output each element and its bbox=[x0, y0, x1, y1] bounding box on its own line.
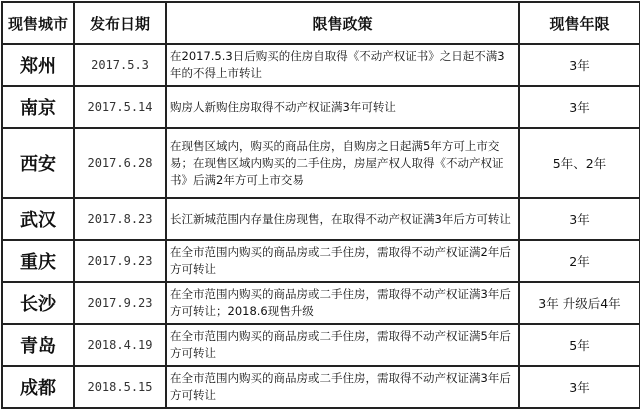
cell-years: 3年 bbox=[519, 198, 640, 240]
cell-policy: 在全市范围内购买的商品房或二手住房，需取得不动产权证满5年后方可转让 bbox=[166, 324, 519, 366]
header-date: 发布日期 bbox=[74, 2, 166, 44]
table-row bbox=[2, 44, 640, 86]
cell-city: 长沙 bbox=[2, 282, 74, 324]
cell-city: 西安 bbox=[2, 128, 74, 198]
cell-policy: 在全市范围内购买的商品房或二手住房，需取得不动产权证满2年后方可转让 bbox=[166, 240, 519, 282]
cell-date: 2018.5.15 bbox=[74, 366, 166, 408]
table-row bbox=[2, 366, 640, 408]
cell-policy: 在现售区域内，购买的商品住房，自购房之日起满5年方可上市交易；在现售区域内购买的二手住房，房屋产权人取得《不动产权证书》后满2年方可上市交易 bbox=[166, 128, 519, 198]
cell-policy: 在全市范围内购买的商品房或二手住房，需取得不动产权证满3年后方可转让；2018.6现售升级 bbox=[166, 282, 519, 324]
cell-date: 2018.4.19 bbox=[74, 324, 166, 366]
cell-policy: 购房人新购住房取得不动产权证满3年可转让 bbox=[166, 86, 519, 128]
cell-years: 3年 bbox=[519, 44, 640, 86]
cell-years: 3年 bbox=[519, 366, 640, 408]
cell-date: 2017.9.23 bbox=[74, 282, 166, 324]
cell-city: 武汉 bbox=[2, 198, 74, 240]
cell-policy: 长江新城范围内存量住房现售，在取得不动产权证满3年后方可转让 bbox=[166, 198, 519, 240]
cell-date: 2017.5.3 bbox=[74, 44, 166, 86]
table-row bbox=[2, 128, 640, 198]
cell-city: 青岛 bbox=[2, 324, 74, 366]
housing-sale-restriction-table bbox=[1, 1, 640, 409]
header-years: 现售年限 bbox=[519, 2, 640, 44]
table-row bbox=[2, 198, 640, 240]
cell-date: 2017.6.28 bbox=[74, 128, 166, 198]
cell-city: 南京 bbox=[2, 86, 74, 128]
cell-years: 3年 升级后4年 bbox=[519, 282, 640, 324]
cell-city: 成都 bbox=[2, 366, 74, 408]
table-row bbox=[2, 240, 640, 282]
cell-policy: 在全市范围内购买的商品房或二手住房，需取得不动产权证满3年后方可转让 bbox=[166, 366, 519, 408]
cell-years: 2年 bbox=[519, 240, 640, 282]
table-row bbox=[2, 282, 640, 324]
header-row bbox=[2, 2, 640, 44]
table-row bbox=[2, 86, 640, 128]
header-policy: 限售政策 bbox=[166, 2, 519, 44]
cell-city: 郑州 bbox=[2, 44, 74, 86]
cell-date: 2017.9.23 bbox=[74, 240, 166, 282]
cell-date: 2017.5.14 bbox=[74, 86, 166, 128]
cell-years: 5年、2年 bbox=[519, 128, 640, 198]
cell-city: 重庆 bbox=[2, 240, 74, 282]
table-row bbox=[2, 324, 640, 366]
cell-policy: 在2017.5.3日后购买的住房自取得《不动产权证书》之日起不满3年的不得上市转让 bbox=[166, 44, 519, 86]
cell-years: 5年 bbox=[519, 324, 640, 366]
header-city: 现售城市 bbox=[2, 2, 74, 44]
cell-years: 3年 bbox=[519, 86, 640, 128]
cell-date: 2017.8.23 bbox=[74, 198, 166, 240]
